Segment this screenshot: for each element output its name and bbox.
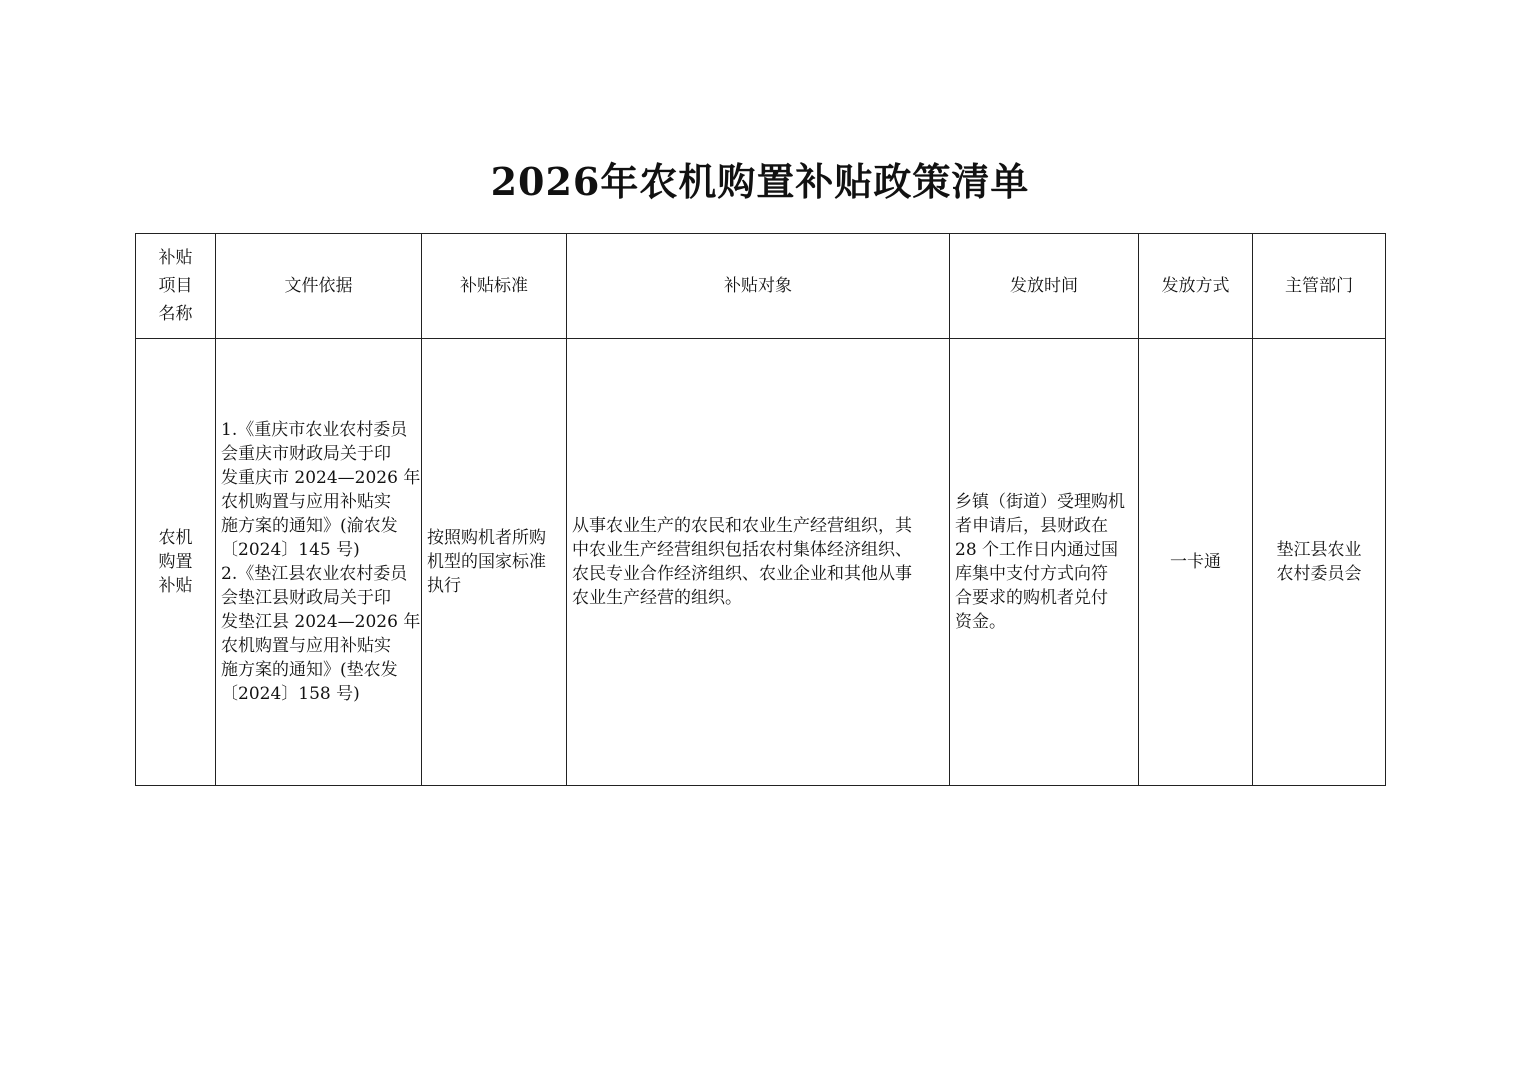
cell-project-name-line: 购置 bbox=[158, 552, 193, 572]
page-title: 2026年农机购置补贴政策清单 bbox=[490, 159, 1030, 204]
table-header-row bbox=[136, 234, 1386, 339]
target-line: 农业生产经营的组织。 bbox=[572, 588, 742, 608]
target-line: 从事农业生产的农民和农业生产经营组织，其 bbox=[572, 516, 912, 536]
department-line: 农村委员会 bbox=[1276, 564, 1362, 584]
basis-line: 发重庆市 2024—2026 年 bbox=[221, 468, 421, 488]
header-project-name-line: 项目 bbox=[158, 276, 193, 296]
time-line: 者申请后，县财政在 bbox=[955, 516, 1108, 536]
time-line: 乡镇（街道）受理购机 bbox=[955, 492, 1125, 512]
basis-line: 施方案的通知》(垫农发 bbox=[221, 660, 398, 680]
cell-subsidy-standard bbox=[422, 339, 567, 786]
standard-line: 机型的国家标准 bbox=[427, 552, 546, 572]
table-row bbox=[136, 339, 1386, 786]
department-line: 垫江县农业 bbox=[1276, 540, 1362, 560]
header-payment-time: 发放时间 bbox=[950, 234, 1139, 339]
cell-project-name-line: 补贴 bbox=[158, 576, 193, 596]
basis-line: 农机购置与应用补贴实 bbox=[221, 492, 391, 512]
header-subsidy-standard: 补贴标准 bbox=[422, 234, 567, 339]
time-line: 28 个工作日内通过国 bbox=[955, 540, 1119, 560]
subsidy-policy-table bbox=[135, 233, 1386, 786]
header-project-name bbox=[136, 234, 216, 339]
header-project-name-line: 补贴 bbox=[158, 248, 193, 268]
cell-subsidy-target bbox=[567, 339, 950, 786]
header-subsidy-target: 补贴对象 bbox=[567, 234, 950, 339]
header-document-basis: 文件依据 bbox=[216, 234, 422, 339]
basis-line: 〔2024〕145 号) bbox=[221, 540, 360, 560]
basis-line: 〔2024〕158 号) bbox=[221, 684, 360, 704]
time-line: 资金。 bbox=[955, 612, 1006, 632]
cell-project-name-line: 农机 bbox=[158, 528, 193, 548]
target-line: 农民专业合作经济组织、农业企业和其他从事 bbox=[572, 564, 912, 584]
basis-line: 发垫江县 2024—2026 年 bbox=[221, 612, 421, 632]
cell-document-basis bbox=[216, 339, 422, 786]
time-line: 库集中支付方式向符 bbox=[955, 564, 1108, 584]
basis-line: 施方案的通知》(渝农发 bbox=[221, 516, 398, 536]
basis-line: 会重庆市财政局关于印 bbox=[221, 444, 391, 464]
time-line: 合要求的购机者兑付 bbox=[955, 588, 1108, 608]
target-line: 中农业生产经营组织包括农村集体经济组织、 bbox=[572, 540, 912, 560]
basis-line: 会垫江县财政局关于印 bbox=[221, 588, 391, 608]
basis-line: 2.《垫江县农业农村委员 bbox=[221, 564, 408, 584]
header-project-name-line: 名称 bbox=[158, 304, 193, 324]
cell-department bbox=[1253, 339, 1386, 786]
cell-payment-method: 一卡通 bbox=[1139, 339, 1253, 786]
standard-line: 执行 bbox=[427, 576, 461, 596]
cell-payment-time bbox=[950, 339, 1139, 786]
header-department: 主管部门 bbox=[1253, 234, 1386, 339]
standard-line: 按照购机者所购 bbox=[427, 528, 546, 548]
cell-project-name bbox=[136, 339, 216, 786]
basis-line: 1.《重庆市农业农村委员 bbox=[221, 420, 408, 440]
header-payment-method: 发放方式 bbox=[1139, 234, 1253, 339]
basis-line: 农机购置与应用补贴实 bbox=[221, 636, 391, 656]
